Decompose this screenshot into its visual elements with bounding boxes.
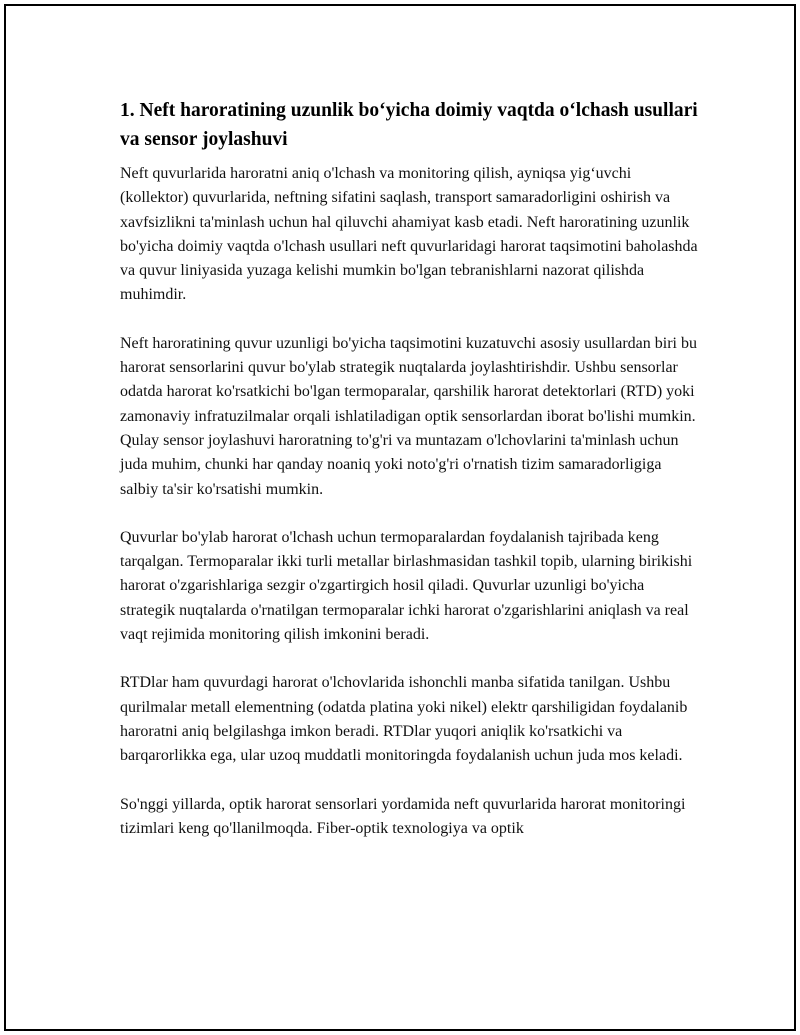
paragraph-2: Neft haroratining quvur uzunligi bo'yicha taqsimotini kuzatuvchi asosiy usullardan biri bu harorat sensorlarini quvur bo'ylab strategik nuqtalarda joylashtirishdir. Ushbu sensorlar odatda harorat ko'rsatkichi bo'lgan termoparalar, qarshilik harorat detektorlari (RTD) yoki zamonaviy infratuzilmalar orqali ishlatiladigan optik sensorlardan iborat bo'lishi mumkin. Qulay sensor joylashuvi haroratning to'g'ri va muntazam o'lchovlarini ta'minlash uchun juda muhim, chunki har qanday noaniq yoki noto'g'ri o'rnatish tizim samaradorligiga salbiy ta'sir ko'rsatishi mumkin.	[120, 334, 697, 498]
section-heading: 1. Neft haroratining uzunlik bo‘yicha doimiy vaqtda o‘lchash usullari va sensor joylashuvi	[120, 100, 698, 150]
paragraph-1: Neft quvurlarida haroratni aniq o'lchash va monitoring qilish, ayniqsa yig‘uvchi (kollektor) quvurlarida, neftning sifatini saqlash, transport samaradorligini oshirish va xavfsizlikni ta'minlash uchun hal qiluvchi ahamiyat kasb etadi. Neft haroratining uzunlik bo'yicha doimiy vaqtda o'lchash usullari neft quvurlaridagi harorat taqsimotini baholashda va quvur liniyasida yuzaga kelishi mumkin bo'lgan tebranishlarni nazorat qilishda muhimdir.	[120, 165, 698, 304]
paragraph-5: So'nggi yillarda, optik harorat sensorlari yordamida neft quvurlarida harorat monitoringi tizimlari keng qo'llanilmoqda. Fiber-optik texnologiya va optik	[120, 795, 686, 837]
paragraph-3: Quvurlar bo'ylab harorat o'lchash uchun termoparalardan foydalanish tajribada keng tarqalgan. Termoparalar ikki turli metallar birlashmasidan tashkil topib, ularning birikishi harorat o'zgarishlariga sezgir o'zgartirgich hosil qiladi. Quvurlar uzunligi bo'yicha strategik nuqtalarda o'rnatilgan termoparalar ichki harorat o'zgarishlarini aniqlash va real vaqt rejimida monitoring qilish imkonini beradi.	[120, 528, 693, 644]
paragraph-4: RTDlar ham quvurdagi harorat o'lchovlarida ishonchli manba sifatida tanilgan. Ushbu qurilmalar metall elementning (odatda platina yoki nikel) elektr qarshiligidan foydalanib haroratni aniq belgilashga imkon beradi. RTDlar yuqori aniqlik ko'rsatkichi va barqarorlikka ega, ular uzoq muddatli monitoringda foydalanish uchun juda mos keladi.	[120, 674, 688, 765]
document-page	[4, 4, 796, 1031]
document-body	[120, 96, 700, 865]
